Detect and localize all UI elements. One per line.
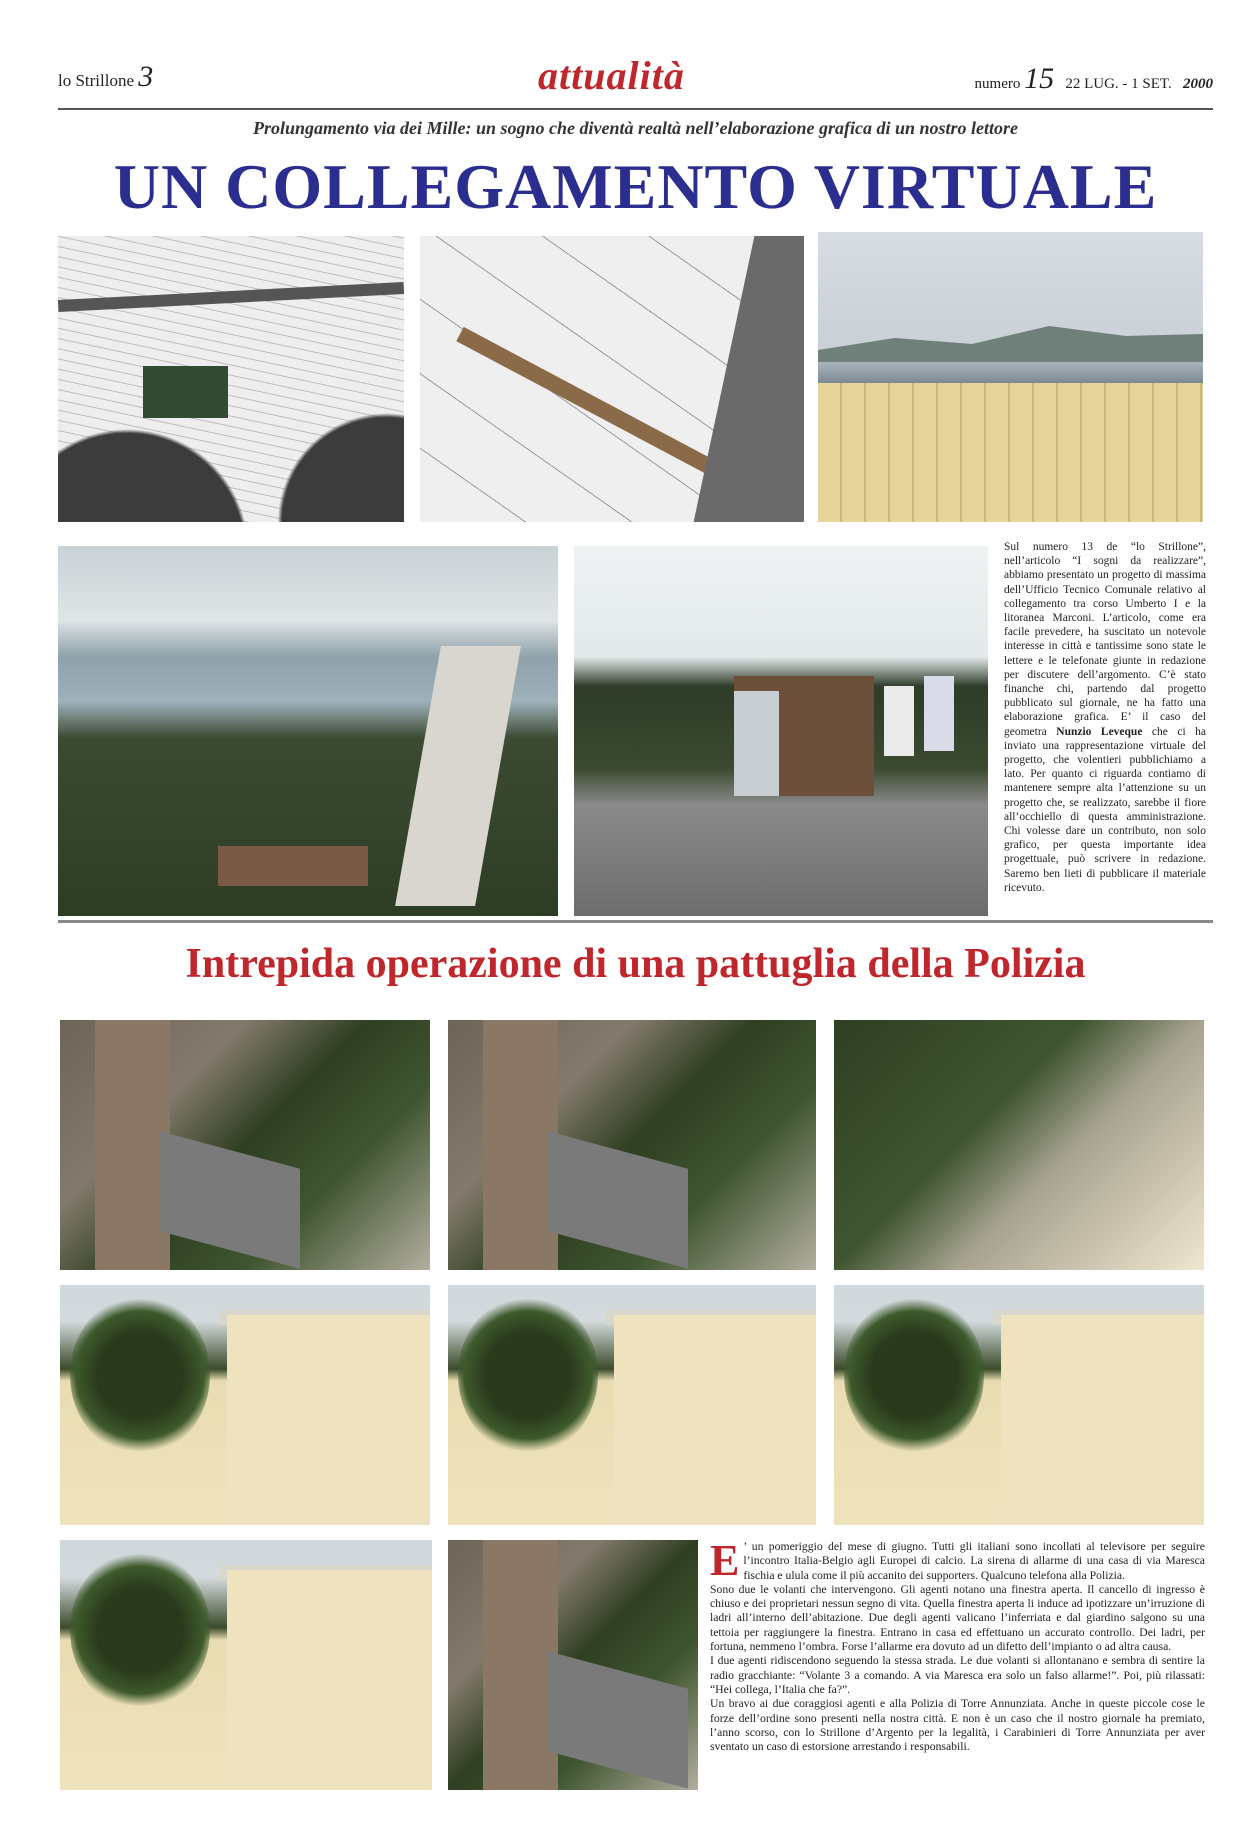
- aerial-wall: [483, 1020, 558, 1270]
- header-rule: [58, 108, 1213, 110]
- coast-wall: [395, 646, 521, 906]
- aerial-road: [548, 1131, 688, 1269]
- story2-paragraph-1: ’ un pomeriggio del mese di giugno. Tutti gli italiani sono incollati al televisore per seguire l’incontro Italia-Belgio agli Europei di calcio. La sirena di allarme di una casa di via Maresca fischia e ulula come il più accanito dei supporters. Qualcuno telefona alla Polizia.: [743, 1540, 1205, 1582]
- story1-body: [1004, 540, 1206, 895]
- photo-police-5: [448, 1285, 816, 1525]
- page-number: 3: [138, 60, 154, 93]
- photo-street-render: [574, 546, 988, 916]
- issue-year: 2000: [1183, 76, 1213, 92]
- villa-palm: [70, 1295, 210, 1455]
- section-title: attualità: [538, 53, 685, 98]
- aerial-road: [160, 1131, 300, 1269]
- street-poster: [884, 686, 914, 756]
- villa-house: [227, 1315, 431, 1525]
- story1-author-name: Nunzio Leveque: [1056, 725, 1143, 738]
- story2-dropcap: E: [710, 1536, 740, 1585]
- villa-house: [227, 1570, 432, 1790]
- street-kiosk-glass: [734, 691, 779, 796]
- villa-palm: [70, 1550, 210, 1710]
- aerial-wall: [483, 1540, 558, 1790]
- promenade-mountains: [818, 322, 1203, 362]
- issue-dates: 22 LUG. - 1 SET.: [1065, 76, 1172, 92]
- story2-paragraph-3: I due agenti ridiscendono seguendo la stessa strada. Le due volanti si allontanano e sembra di sentire la radio gracchiante: “Volante 3 a comando. A via Maresca era solo un falso allarme!”. Poi, più rilassati: “Hei collega, l’Italia che fa?”.: [710, 1654, 1205, 1696]
- story1-body-part-1: Sul numero 13 de “lo Strillone”, nell’articolo “I sogni da realizzare”, abbiamo presentato un progetto di massima dell’Ufficio Tecnico Comunale relativo al collegamento tra corso Umberto I e la litoranea Marconi. L’articolo, come era facile prevedere, ha suscitato un notevole interesse in città e tantissime sono state le lettere e le telefonate giunte in redazione per discutere dell’argomento. C’è stato finanche chi, partendo dal progetto pubblicato sul giornale, ne ha fatto una elaborazione grafica. E’ il caso del geometra: [1004, 541, 1206, 738]
- photo-police-4: [60, 1285, 430, 1525]
- photo-promenade-render: [818, 232, 1203, 522]
- map-shadow-strip: [694, 236, 804, 522]
- villa-house: [614, 1315, 816, 1525]
- story2-paragraph-2: Sono due le volanti che intervengono. Gli agenti notano una finestra aperta. Il cancello di ingresso è chiuso e dei proprietari nessun segno di vita. Quella finestra aperta li induce ad ipotizzare un’irruzione di ladri all’interno dell’abitazione. Due degli agenti valicano l’inferriata e dal giardino salgono su una tettoia per raggiungere la finestra. Entrano in casa ed effettuano un accurato controllo. Dei ladri, per fortuna, nemmeno l’ombra. Forse l’allarme era dovuto ad un difetto dell’impianto o ad altra causa.: [710, 1582, 1205, 1654]
- photo-police-6: [834, 1285, 1204, 1525]
- villa-palm: [844, 1295, 984, 1455]
- photo-police-7: [60, 1540, 432, 1790]
- story1-body-part-2: che ci ha inviato una rappresentazione virtuale del progetto, che volentieri pubblichiamo a lato. Per quanto ci riguarda contiamo di mantenere sempre alta l’attenzione su un progetto che, se realizzato, sarebbe il fiore all’occhiello di questa amministrazione. Chi volesse dare un contributo, non solo grafico, per questa importante idea progettuale, può scrivere in redazione. Saremo ben lieti di pubblicare il materiale ricevuto.: [1004, 725, 1206, 894]
- street-poster-2: [924, 676, 954, 751]
- photo-police-1: [60, 1020, 430, 1270]
- section-rule: [58, 920, 1213, 923]
- photo-police-2: [448, 1020, 816, 1270]
- promenade-floor: [818, 383, 1203, 522]
- aerial-wall: [95, 1020, 170, 1270]
- masthead-right: [975, 62, 1213, 96]
- issue-label: numero: [974, 76, 1021, 92]
- map-road: [58, 282, 404, 312]
- masthead-left: [58, 60, 153, 94]
- issue-number: 15: [1024, 62, 1055, 95]
- aerial-road: [548, 1651, 688, 1789]
- masthead: [58, 53, 1213, 98]
- villa-house: [1001, 1315, 1205, 1525]
- map-park-block: [143, 366, 228, 418]
- photo-police-8: [448, 1540, 698, 1790]
- photo-coast-render: [58, 546, 558, 916]
- publication-name: lo Strillone: [58, 71, 135, 90]
- photo-project-3d-map: [420, 236, 804, 522]
- story1-headline: UN COLLEGAMENTO VIRTUALE: [113, 151, 1158, 222]
- coast-building: [218, 846, 368, 886]
- story2-headline: Intrepida operazione di una pattuglia della Polizia: [185, 941, 1086, 987]
- story2-body: [710, 1536, 1205, 1754]
- villa-palm: [458, 1295, 598, 1455]
- photo-project-map: [58, 236, 404, 522]
- story2-paragraph-4: Un bravo ai due coraggiosi agenti e alla Polizia di Torre Annunziata. Anche in queste piccole cose le forze dell’ordine sono presenti nella nostra città. E non è un caso che il nostro giornale ha premiato, l’anno scorso, con lo Strillone d’Argento per la legalità, i Carabinieri di Torre Annunziata per aver sventato un caso di estorsione arrestando i responsabili.: [710, 1697, 1205, 1754]
- photo-police-3: [834, 1020, 1204, 1270]
- story1-kicker: Prolungamento via dei Mille: un sogno che diventà realtà nell’elaborazione grafica di un nostro lettore: [252, 118, 1019, 138]
